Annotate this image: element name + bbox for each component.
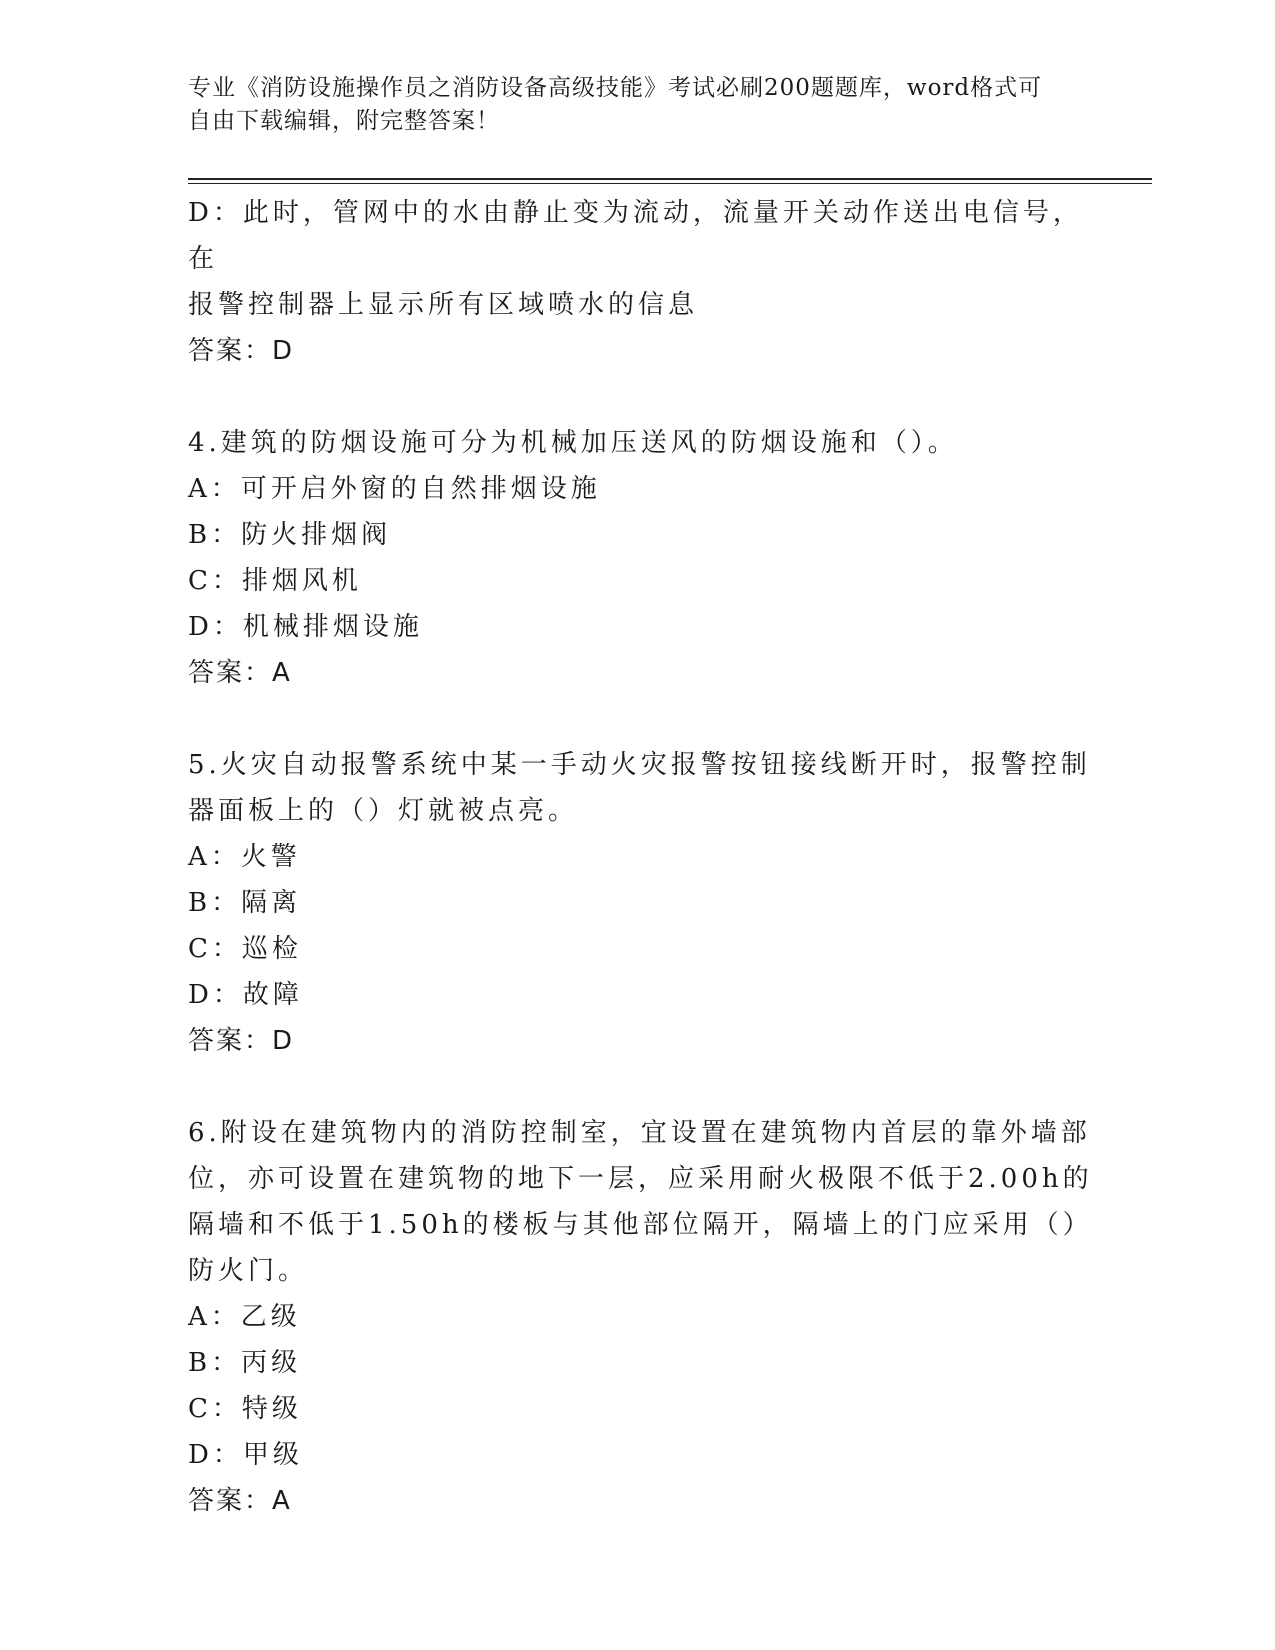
carryover-block [188,190,1108,374]
question-stem-line-1: 5.火灾自动报警系统中某一手动火灾报警按钮接线断开时，报警控制 [188,750,1091,780]
option-c: C：巡检 [188,934,302,964]
option-d-line-1: D：此时，管网中的水由静止变为流动，流量开关动作送出电信号，在 [188,198,1083,274]
option-c: C：排烟风机 [188,566,362,596]
header-title-line-1: 专业《消防设施操作员之消防设备高级技能》考试必刷200题题库，word格式可 [188,75,1043,101]
answer-label: 答案：A [188,1486,292,1516]
option-c: C：特级 [188,1394,302,1424]
answer-label: 答案：D [188,1026,295,1056]
question-stem-line-2: 器面板上的（）灯就被点亮。 [188,796,579,826]
question-stem-line-2: 位，亦可设置在建筑物的地下一层，应采用耐火极限不低于2.00h的 [188,1164,1093,1194]
question-5 [188,742,1108,1064]
option-a: A：可开启外窗的自然排烟设施 [188,474,601,504]
option-d: D：甲级 [188,1440,303,1470]
question-stem: 4.建筑的防烟设施可分为机械加压送风的防烟设施和（）。 [188,428,958,458]
header-divider-thin [188,183,1152,184]
answer-label: 答案：A [188,658,292,688]
header-divider-thick [188,178,1152,180]
option-d: D：机械排烟设施 [188,612,423,642]
option-a: A：乙级 [188,1302,301,1332]
question-6 [188,1110,1108,1524]
option-b: B：隔离 [188,888,302,918]
option-b: B：防火排烟阀 [188,520,392,550]
document-header [188,72,1088,138]
option-d-line-2: 报警控制器上显示所有区域喷水的信息 [188,290,699,320]
question-stem-line-1: 6.附设在建筑物内的消防控制室，宜设置在建筑物内首层的靠外墙部 [188,1118,1091,1148]
question-stem-line-4: 防火门。 [188,1256,309,1286]
question-4 [188,420,1108,696]
option-d: D：故障 [188,980,303,1010]
option-a: A：火警 [188,842,301,872]
question-stem-line-3: 隔墙和不低于1.50h的楼板与其他部位隔开，隔墙上的门应采用（） [188,1210,1093,1240]
answer-label: 答案：D [188,336,295,366]
option-b: B：丙级 [188,1348,302,1378]
question-content [188,190,1108,1524]
header-title-line-2: 自由下载编辑，附完整答案！ [188,108,500,134]
